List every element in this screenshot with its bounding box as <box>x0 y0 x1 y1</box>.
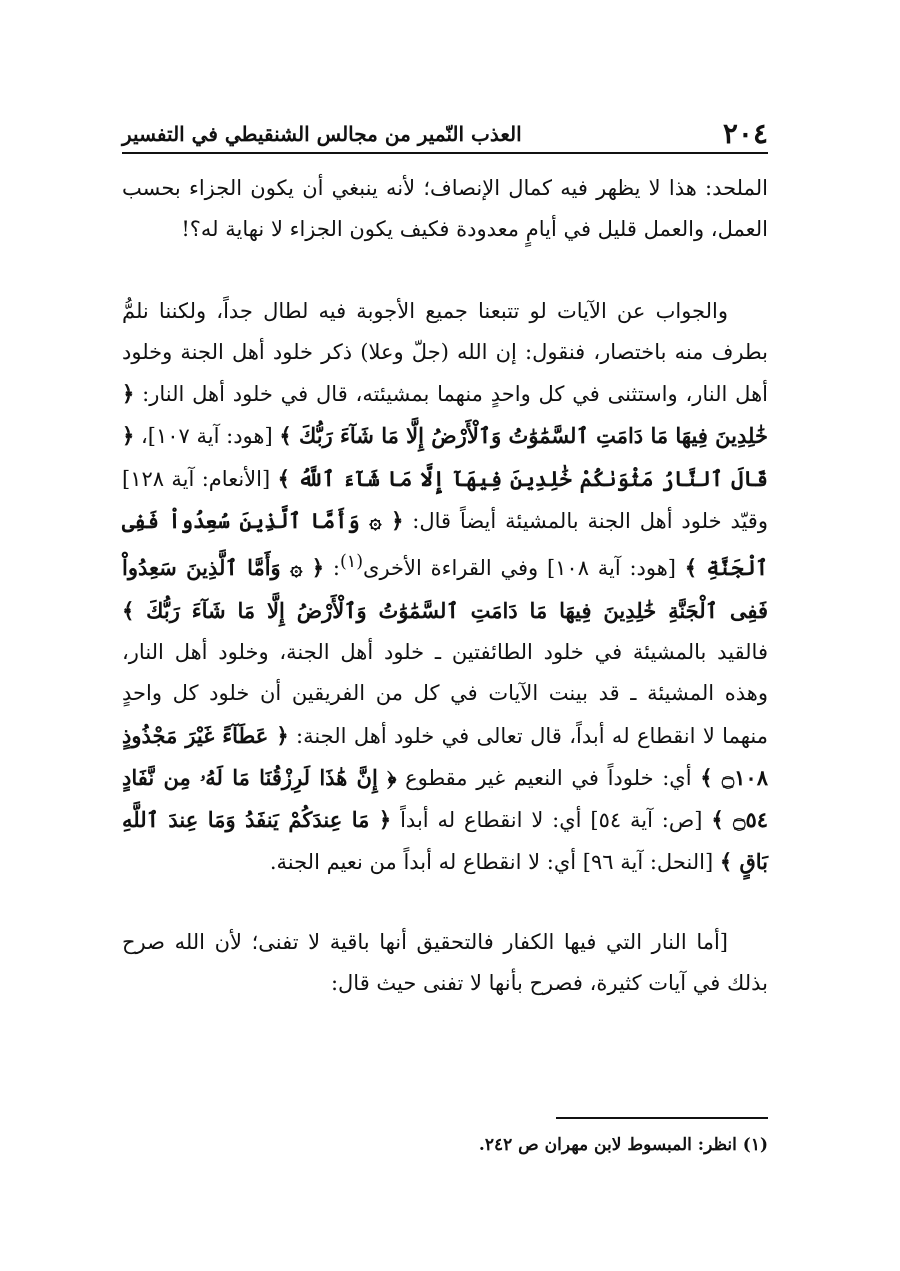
quran-quote: ﴿ ۞ وَأَمَّا ٱلَّذِينَ سَعِدُواْ فَفِى ٱلْجَنَّةِ خَٰلِدِينَ فِيهَا مَا دَامَتِ ٱلسَّمَٰوَٰتُ وَٱلْأَرْضُ إِلَّا مَا شَآءَ رَبُّكَ ﴾ <box>122 555 768 623</box>
page-number: ٢٠٤ <box>722 117 768 150</box>
paragraph-fire: [أما النار التي فيها الكفار فالتحقيق أنها باقية لا تفنى؛ لأن الله صرح بذلك في آيات كثيرة، فصرح بأنها لا تفنى حيث قال: <box>122 929 768 996</box>
quran-quote: ﴿ إِنَّ هَٰذَا لَرِزْقُنَا مَا لَهُۥ مِن نَّفَادٍ ۝٥٤ ﴾ <box>122 764 769 833</box>
quran-quote: ﴿ عَطَآءً غَيْرَ مَجْذُوذٍ ۝١٠٨ ﴾ <box>122 722 768 790</box>
quran-reference: [الأنعام: آية ١٢٨] وقيّد خلود أهل الجنة بالمشيئة أيضاً قال: <box>122 466 768 534</box>
paragraph-gap <box>122 251 768 291</box>
quran-reference: [ص: آية ٥٤] أي: لا انقطاع له أبداً <box>400 808 703 833</box>
answer-text: أي: خلوداً في النعيم غير مقطوع <box>405 765 692 790</box>
answer-text: والجواب عن الآيات لو تتبعنا جميع الأجوبة فيه لطال جداً، ولكننا نلمُّ بطرف منه باختصار، فنقول: إن الله (جلّ وعلا) ذكر خلود أهل الجنة وخلود أهل النار، واستثنى في كل واحدٍ منهما بمشيئته، قال في خلود أهل النار: <box>122 298 768 407</box>
header-rule <box>122 152 768 154</box>
quran-quote: ﴿ قَالَ ٱلنَّارُ مَثْوَىٰكُمْ خَٰلِدِينَ فِيهَآ إِلَّا مَا شَآءَ ٱللَّهُ ﴾ <box>122 423 768 491</box>
quran-quote: ﴿ مَا عِندَكُمْ يَنفَدُ وَمَا عِندَ ٱللَّهِ بَاقٍ ﴾ <box>122 807 768 875</box>
paragraph-gap <box>122 884 768 922</box>
quran-reference: [هود: آية ١٠٨] وفي القراءة الأخرى <box>363 556 677 581</box>
footnote: (١) انظر: المبسوط لابن مهران ص ٢٤٢. <box>478 1135 768 1155</box>
paragraph-objection: الملحد: هذا لا يظهر فيه كمال الإنصاف؛ لأنه ينبغي أن يكون الجزاء بحسب العمل، والعمل قليل في أيامٍ معدودة فكيف يكون الجزاء لا نهاية له؟! <box>122 176 768 242</box>
answer-text: فالقيد بالمشيئة في خلود الطائفتين ـ خلود أهل الجنة، وخلود أهل النار، وهذه المشيئة ـ قد بينت الآيات في كل من الفريقين أن خلود كل واحدٍ منهما لا انقطاع له أبداً، قال تعالى في خلود أهل الجنة: <box>122 639 768 748</box>
quran-quote: ﴿ ۞ وَأَمَّا ٱلَّذِينَ سُعِدُواْ فَفِى ٱلْجَنَّةِ ﴾ <box>122 508 769 581</box>
book-page <box>122 0 768 1271</box>
running-title: العذب النّمير من مجالس الشنقيطي في التفسير <box>122 122 522 146</box>
quran-quote: ﴿ خَٰلِدِينَ فِيهَا مَا دَامَتِ ٱلسَّمَٰوَٰتُ وَٱلْأَرْضُ إِلَّا مَا شَآءَ رَبُّكَ ﴾ <box>122 381 768 449</box>
page-header <box>122 108 768 150</box>
quran-reference: [هود: آية ١٠٧]، <box>141 424 273 449</box>
body-text <box>122 168 768 1004</box>
paragraph-answer <box>122 291 768 884</box>
footnote-rule <box>556 1117 768 1119</box>
answer-text: : <box>332 556 340 581</box>
quran-reference: [النحل: آية ٩٦] أي: لا انقطاع له أبداً من نعيم الجنة. <box>269 850 714 875</box>
footnote-marker: (١) <box>339 552 364 573</box>
